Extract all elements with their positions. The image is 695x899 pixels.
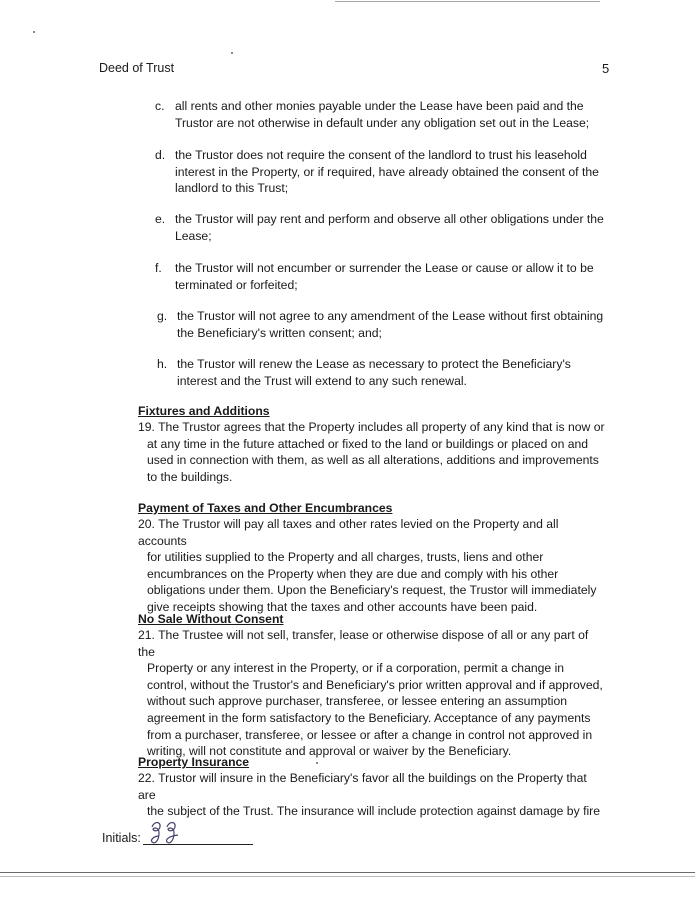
paragraph-first-line: 21. The Trustee will not sell, transfer, lease or otherwise dispose of all or any part of the xyxy=(138,628,589,659)
section-heading-no-sale: No Sale Without Consent xyxy=(138,612,284,626)
initials-label: Initials: xyxy=(102,831,141,845)
section-heading-fixtures: Fixtures and Additions xyxy=(138,404,270,418)
paragraph-body: at any time in the future attached or fixed to the land or buildings or placed on and used in connection with them, as well as all alterations, additions and improvements to the buildings. xyxy=(147,436,599,484)
list-text: the Trustor will not encumber or surrender the Lease or cause or allow it to be terminated or forfeited; xyxy=(175,261,594,292)
list-text: all rents and other monies payable under the Lease have been paid and the Trustor are not otherwise in default under any obligation set out in the Lease; xyxy=(175,99,590,130)
list-item-d xyxy=(155,147,605,197)
list-letter: f. xyxy=(155,261,162,275)
list-item-e xyxy=(155,211,605,244)
scan-speck xyxy=(33,31,35,33)
list-letter: c. xyxy=(155,99,165,113)
section-heading-insurance: Property Insurance xyxy=(138,755,250,769)
section-heading-taxes: Payment of Taxes and Other Encumbrances xyxy=(138,501,393,515)
list-letter: e. xyxy=(155,212,166,226)
paragraph-22 xyxy=(138,770,606,820)
list-item-g xyxy=(157,308,607,341)
scan-speck xyxy=(231,52,233,54)
top-scan-line xyxy=(335,1,600,2)
list-item-c xyxy=(155,98,605,131)
paragraph-20 xyxy=(138,516,606,616)
list-text: the Trustor will renew the Lease as necessary to protect the Beneficiary's interest and the Trust will extend to any such renewal. xyxy=(177,357,571,388)
bottom-scan-line xyxy=(0,872,695,873)
paragraph-first-line: 22. Trustor will insure in the Beneficiary's favor all the buildings on the Property that are xyxy=(138,771,587,802)
paragraph-first-line: 20. The Trustor will pay all taxes and other rates levied on the Property and all accounts xyxy=(138,517,559,548)
paragraph-19 xyxy=(138,419,606,485)
list-item-f xyxy=(155,260,605,293)
list-text: the Trustor will not agree to any amendment of the Lease without first obtaining the Beneficiary's written consent; and; xyxy=(177,309,604,340)
paragraph-body: the subject of the Trust. The insurance will include protection against damage by fire xyxy=(147,804,600,819)
page-number: 5 xyxy=(602,61,610,76)
list-text: the Trustor will pay rent and perform and observe all other obligations under the Lease; xyxy=(175,212,604,243)
list-text: the Trustor does not require the consent of the landlord to trust his leasehold interest in the Property, or if required, have already obtained the consent of the landlord to this Trust; xyxy=(175,148,599,195)
document-title: Deed of Trust xyxy=(99,61,175,75)
list-letter: d. xyxy=(155,148,166,162)
bottom-scan-line xyxy=(0,876,695,877)
paragraph-first-line: 19. The Trustor agrees that the Property includes all property of any kind that is now or xyxy=(138,420,605,434)
paragraph-body: for utilities supplied to the Property and all charges, trusts, liens and other encumbrances on the Property when they are due and comply with his other obligations under them. Upon the Beneficiary's request, the Trustor will immediately give receipts showing that the taxes and other accounts have been paid. xyxy=(147,550,597,614)
paragraph-body: Property or any interest in the Property, or if a corporation, permit a change in control, without the Trustor's and Beneficiary's prior written approval and if approved, without such approve purchaser, transferee, or lessee entering an assumption agreement in the form satisfactory to the Beneficiary. Acceptance of any payments from a purchaser, transferee, or lessee or after a change in control not approved in writing, will not constitute and approval or waiver by the Beneficiary. xyxy=(147,661,603,759)
handwritten-initials xyxy=(148,818,182,848)
list-item-h xyxy=(157,356,607,389)
paragraph-21 xyxy=(138,627,606,760)
scan-speck xyxy=(316,762,318,764)
list-letter: h. xyxy=(157,357,168,371)
list-letter: g. xyxy=(157,309,168,323)
